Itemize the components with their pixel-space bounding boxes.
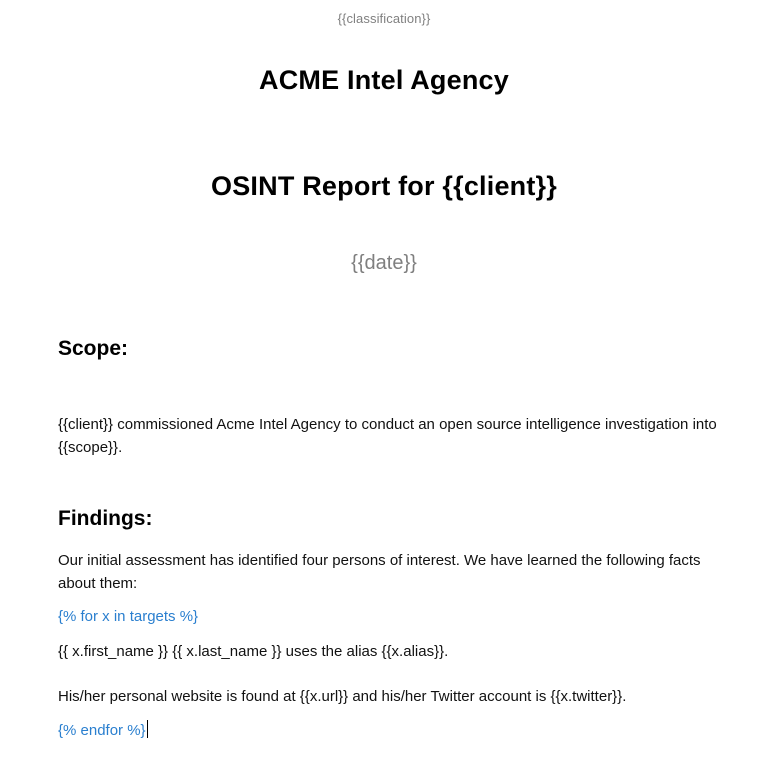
findings-paragraph: Our initial assessment has identified four persons of interest. We have learned the following facts about them: [58,552,701,592]
scope-paragraph: {{client}} commissioned Acme Intel Agency to conduct an open source intelligence investigation into {{scope}}. [58,416,717,456]
text-cursor [147,720,148,738]
loop-end-line[interactable] [58,719,718,742]
report-title: OSINT Report for {{client}} [211,171,557,201]
agency-title: ACME Intel Agency [259,65,509,95]
alias-line: {{ x.first_name }} {{ x.last_name }} uses the alias {{x.alias}}. [58,643,449,660]
website-line: His/her personal website is found at {{x.url}} and his/her Twitter account is {{x.twitter}}. [58,688,627,705]
findings-heading: Findings: [58,507,153,530]
loop-start-tag: {% for x in targets %} [58,608,199,625]
report-date: {{date}} [351,252,417,274]
loop-end-tag: {% endfor %} [58,722,146,739]
scope-heading: Scope: [58,337,129,360]
classification-header: {{classification}} [337,11,431,26]
